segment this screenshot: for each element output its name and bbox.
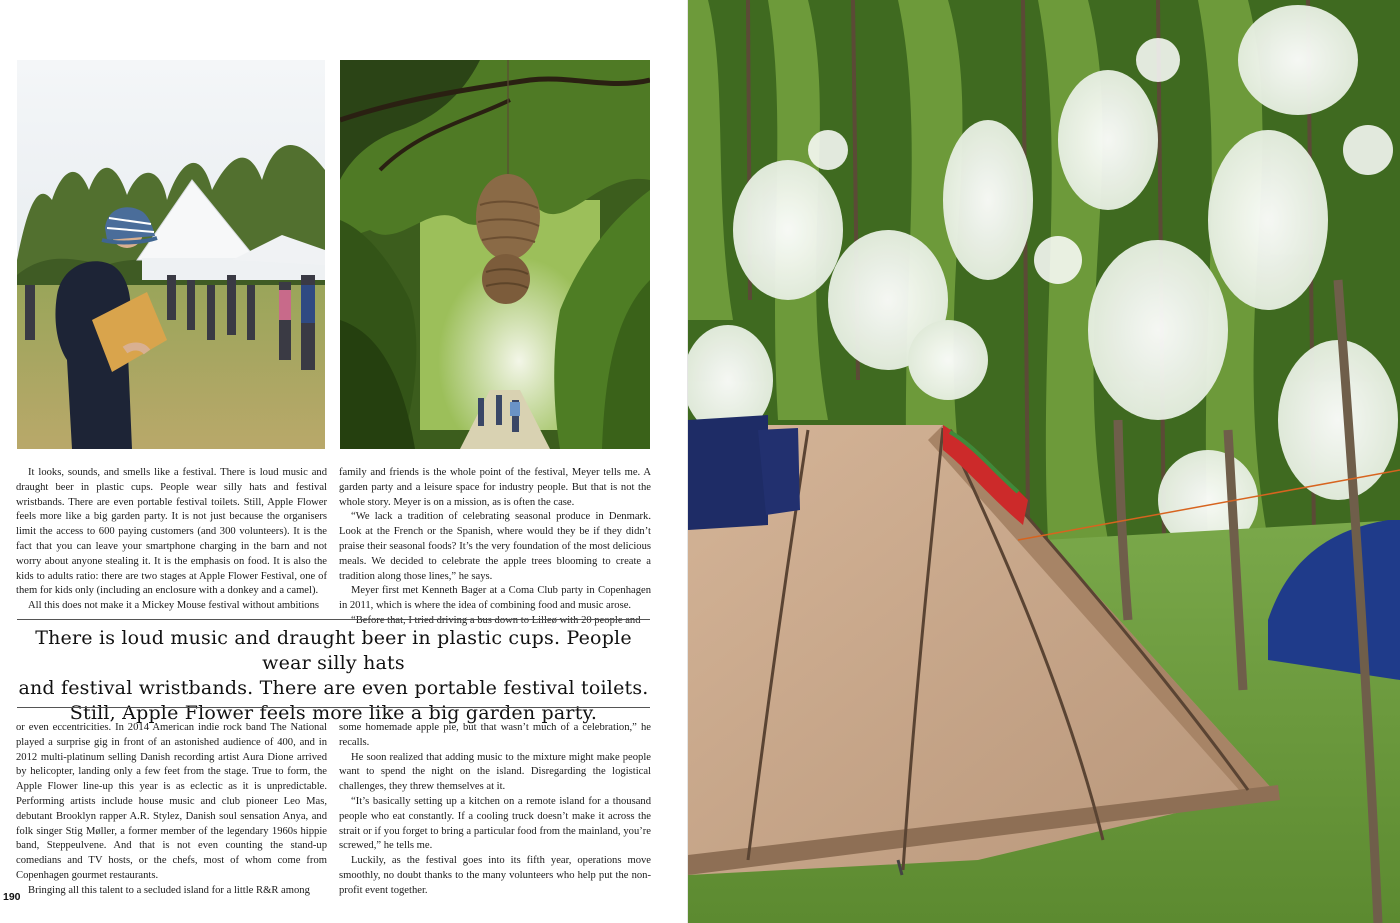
article-paragraph: or even eccentricities. In 2014 American indie rock band The National played a surprise gig in front of an astonished audience of 400, and in 2012 multi-platinum selling Danish recording artist Aura Dione arrived by helicopter, landing only a few feet from the stage. True to form, the Apple Flower line-up this year is as eclectic as it is unpredictable. Performing artists include house music and club pioneer Leo Mas, debutant Brooklyn rapper A.R. Stylez, Danish soul sensation Anya, and folk singer Stig Møller, a former member of the legendary 1960s hippie band, Steppeulvene. And that is not even counting the stand-up comedians and TV hosts, or the chefs, most of whom come from Copenhagen gourmet restaurants. [16, 722, 327, 881]
article-paragraph: It looks, sounds, and smells like a festival. There is loud music and draught beer in plastic cups. People wear silly hats and festival wristbands. There are even portable festival toilets. Still, Apple Flower feels more like a big garden party. It is not just because the organisers limit the access to 600 paying customers (and 300 volunteers). It is the fact that you can leave your smartphone charging in the barn and not worry about anyone stealing it. It is the emphasis on food. It is also the kids to adults ratio: there are two stages at Apple Flower Festival, one of them for kids only (including an enclosure with a donkey and a camel). [16, 467, 327, 597]
article-paragraph: Luckily, as the festival goes into its fifth year, operations move smoothly, no doubt thanks to the many volunteers who help put the non-profit event together. [339, 855, 651, 896]
article-column-2 [339, 466, 651, 629]
hanging-lanterns-illustration [340, 60, 650, 449]
article-paragraph: All this does not make it a Mickey Mouse festival without ambitions [28, 600, 319, 612]
festival-visitor-photo [17, 60, 325, 449]
pullquote-line: and festival wristbands. There are even portable festival toilets. [18, 677, 649, 699]
pullquote [17, 626, 650, 726]
pullquote-line: Still, Apple Flower feels more like a big garden party. [69, 702, 598, 724]
article-paragraph: “We lack a tradition of celebrating seasonal produce in Denmark. Look at the French or the Spanish, where would they be if they didn’t praise their seasonal foods? It’s the very foundation of the most delicious meals. We decided to celebrate the apple trees blooming to create a tradition along those lines,” he says. [339, 511, 651, 582]
left-page [0, 0, 688, 923]
festival-visitor-illustration [17, 60, 325, 449]
article-paragraph: “It’s basically setting up a kitchen on a remote island for a thousand people who eat constantly. If a cooling truck doesn’t make it across the strait or if you forget to bring a particular food from the mainland, you’re screwed,” he tells me. [339, 795, 651, 852]
pullquote-line: There is loud music and draught beer in plastic cups. People wear silly hats [35, 627, 632, 674]
pullquote-rule-top [17, 619, 650, 620]
pullquote-rule-bottom [17, 707, 650, 708]
article-paragraph: family and friends is the whole point of the festival, Meyer tells me. A garden party and a leisure space for industry people. But that is not the whole story. Meyer is on a mission, as is often the case. [339, 467, 651, 508]
hanging-lanterns-photo [340, 60, 650, 449]
article-column-3 [16, 721, 327, 899]
article-paragraph: He soon realized that adding music to the mixture might make people want to spend the night on the island. Disregarding the logistical challenges, they threw themselves at it. [339, 751, 651, 793]
article-paragraph: some homemade apple pie, but that wasn’t much of a celebration,” he recalls. [339, 722, 651, 748]
article-column-4 [339, 721, 651, 899]
article-paragraph: Bringing all this talent to a secluded island for a little R&R among [28, 884, 310, 896]
tent-among-blossoms-photo [688, 0, 1400, 923]
article-paragraph: “Before that, I tried driving a bus down to Lilleø with 20 people and [351, 614, 641, 626]
article-paragraph: Meyer first met Kenneth Bager at a Coma Club party in Copenhagen in 2011, which is where the idea of combining food and music arose. [339, 585, 651, 612]
tent-among-blossoms-illustration [688, 0, 1400, 923]
page-number: 190 [3, 891, 21, 903]
article-column-1 [16, 466, 327, 614]
